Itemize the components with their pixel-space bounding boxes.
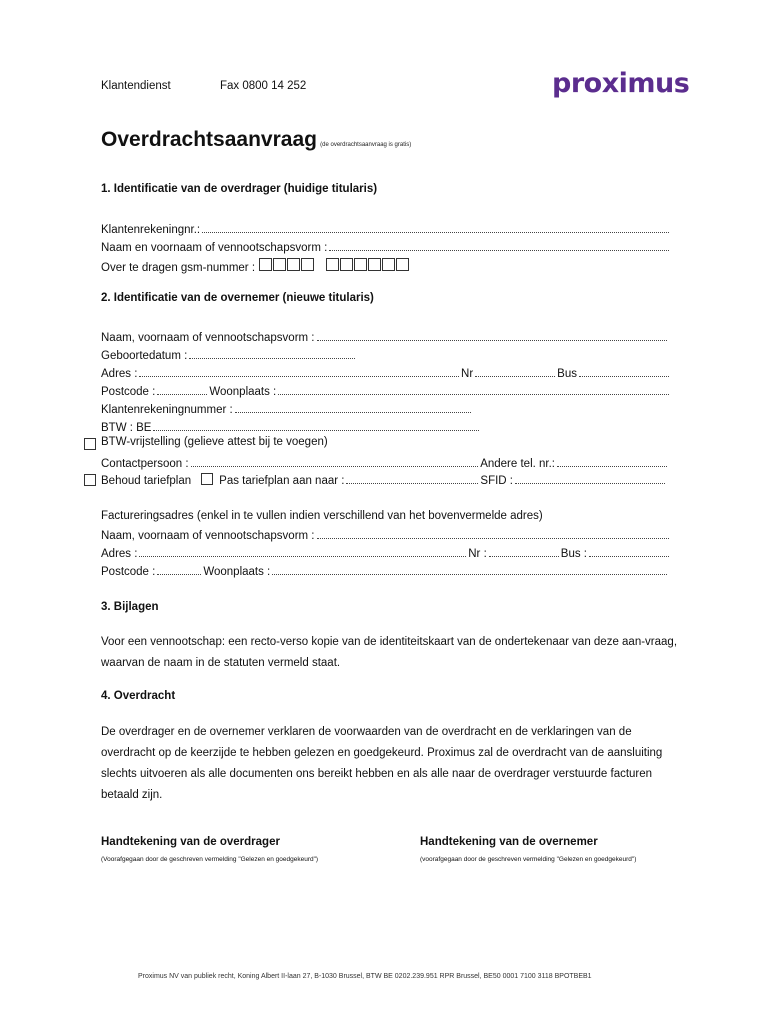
section3-text: Voor een vennootschap: een recto-verso kopie van de identiteitskaart van de ondertekenaar van deze aan-vraag, waarvan de naam in de statuten vermeld staat.	[101, 636, 678, 669]
section4-heading: 4. Overdracht	[101, 690, 176, 702]
gsm-digit-box[interactable]	[340, 258, 353, 271]
gsm-digit-box[interactable]	[273, 258, 286, 271]
gsm-digit-box[interactable]	[382, 258, 395, 271]
gsm-digit-box[interactable]	[287, 258, 300, 271]
billing-postcode-row	[101, 564, 669, 578]
gsm-prefix-boxes[interactable]	[259, 258, 314, 271]
transferee-name-field[interactable]	[317, 330, 668, 341]
postcode-label: Postcode :	[101, 386, 156, 398]
transferor-customer-number-row	[101, 222, 671, 236]
birthdate-field[interactable]	[189, 348, 355, 359]
billing-nr-field[interactable]	[489, 546, 559, 557]
change-plan-label: Pas tariefplan aan naar :	[219, 475, 345, 487]
transferee-name-row	[101, 330, 669, 344]
address-nr-label: Nr	[461, 368, 474, 380]
gsm-number-row	[101, 258, 409, 274]
fax-number: Fax 0800 14 252	[220, 80, 307, 92]
section3-heading: 3. Bijlagen	[101, 601, 159, 613]
transferor-signature-note: (Voorafgegaan door de geschreven vermelding "Gelezen en goedgekeurd")	[101, 856, 319, 863]
contact-row	[101, 456, 669, 470]
gsm-digit-box[interactable]	[326, 258, 339, 271]
section2-heading: 2. Identificatie van de overnemer (nieuwe titularis)	[101, 292, 374, 304]
section1-heading: 1. Identificatie van de overdrager (huidige titularis)	[101, 183, 378, 195]
birthdate-row	[101, 348, 357, 362]
transferor-name-row	[101, 240, 671, 254]
gsm-number-boxes[interactable]	[326, 258, 409, 271]
billing-postcode-field[interactable]	[157, 564, 201, 575]
vat-exemption-checkbox[interactable]	[84, 438, 96, 450]
company-footer: Proximus NV van publiek recht, Koning Albert II-laan 27, B-1030 Brussel, BTW BE 0202.239.951 RPR Brussel, BE50 0001 7100 3118 BPOTBEB1	[138, 973, 592, 980]
gsm-number-label: Over te dragen gsm-nummer :	[101, 262, 256, 274]
billing-name-field[interactable]	[317, 528, 670, 539]
other-phone-label: Andere tel. nr.:	[480, 458, 555, 470]
gsm-digit-box[interactable]	[259, 258, 272, 271]
address-label: Adres :	[101, 368, 138, 380]
transferor-name-label: Naam en voornaam of vennootschapsvorm :	[101, 242, 328, 254]
section4-text: De overdrager en de overnemer verklaren de voorwaarden van de overdracht en de verklaringen van de overdracht op de keerzijde te hebben gelezen en goedgekeurd. Proximus zal de overdracht van de aansluiting slechts uitvoeren als alle documenten ons bereikt hebben en als alle naar de overdrager verstuurde facturen betaald zijn.	[101, 726, 663, 801]
contact-field[interactable]	[191, 456, 479, 467]
transferee-signature-label: Handtekening van de overnemer	[420, 836, 598, 848]
gsm-digit-box[interactable]	[396, 258, 409, 271]
vat-field[interactable]	[153, 420, 479, 431]
transferee-customer-number-label: Klantenrekeningnummer :	[101, 404, 233, 416]
transferee-customer-number-row	[101, 402, 473, 416]
city-label: Woonplaats :	[209, 386, 277, 398]
transferee-address-row	[101, 366, 671, 380]
transferor-customer-number-label: Klantenrekeningnr.:	[101, 224, 201, 236]
billing-nr-label: Nr :	[468, 548, 487, 560]
address-field[interactable]	[139, 366, 459, 377]
transferor-customer-number-field[interactable]	[202, 222, 669, 233]
keep-plan-checkbox[interactable]	[84, 474, 96, 486]
billing-city-field[interactable]	[272, 564, 667, 575]
billing-name-label: Naam, voornaam of vennootschapsvorm :	[101, 530, 315, 542]
city-field[interactable]	[278, 384, 669, 395]
gsm-digit-box[interactable]	[354, 258, 367, 271]
title-main: Overdrachtsaanvraag	[101, 128, 317, 151]
gsm-digit-box[interactable]	[368, 258, 381, 271]
transferor-name-field[interactable]	[329, 240, 669, 251]
billing-heading: Factureringsadres (enkel in te vullen indien verschillend van het bovenvermelde adres)	[101, 510, 543, 522]
transferee-customer-number-field[interactable]	[235, 402, 471, 413]
transferee-postcode-row	[101, 384, 671, 398]
sfid-field[interactable]	[515, 473, 665, 484]
change-plan-field[interactable]	[346, 473, 478, 484]
title-note: (de overdrachtsaanvraag is gratis)	[320, 142, 412, 148]
proximus-logo: proximus	[552, 68, 690, 99]
postcode-field[interactable]	[157, 384, 207, 395]
transferor-signature-label: Handtekening van de overdrager	[101, 836, 280, 848]
contact-label: Contactpersoon :	[101, 458, 189, 470]
billing-postcode-label: Postcode :	[101, 566, 156, 578]
vat-row	[101, 420, 481, 434]
sfid-label: SFID :	[480, 475, 513, 487]
address-bus-label: Bus	[557, 368, 577, 380]
birthdate-label: Geboortedatum :	[101, 350, 188, 362]
change-plan-checkbox[interactable]	[201, 473, 213, 485]
vat-label: BTW : BE	[101, 422, 152, 434]
billing-address-row	[101, 546, 671, 560]
transferee-signature-note: (voorafgegaan door de geschreven vermelding "Gelezen en goedgekeurd")	[420, 856, 637, 863]
form-title	[101, 128, 411, 152]
billing-name-row	[101, 528, 671, 542]
vat-exemption-label: BTW-vrijstelling (gelieve attest bij te voegen)	[101, 436, 328, 448]
transferee-name-label: Naam, voornaam of vennootschapsvorm :	[101, 332, 315, 344]
gsm-digit-box[interactable]	[301, 258, 314, 271]
billing-bus-field[interactable]	[589, 546, 669, 557]
tariff-plan-row	[101, 472, 667, 487]
billing-bus-label: Bus :	[560, 548, 587, 560]
billing-city-label: Woonplaats :	[203, 566, 271, 578]
address-bus-field[interactable]	[579, 366, 669, 377]
billing-address-label: Adres :	[101, 548, 138, 560]
keep-plan-label: Behoud tariefplan	[101, 475, 192, 487]
billing-address-field[interactable]	[139, 546, 466, 557]
address-nr-field[interactable]	[475, 366, 555, 377]
other-phone-field[interactable]	[557, 456, 667, 467]
customer-service-label: Klantendienst	[101, 80, 171, 92]
